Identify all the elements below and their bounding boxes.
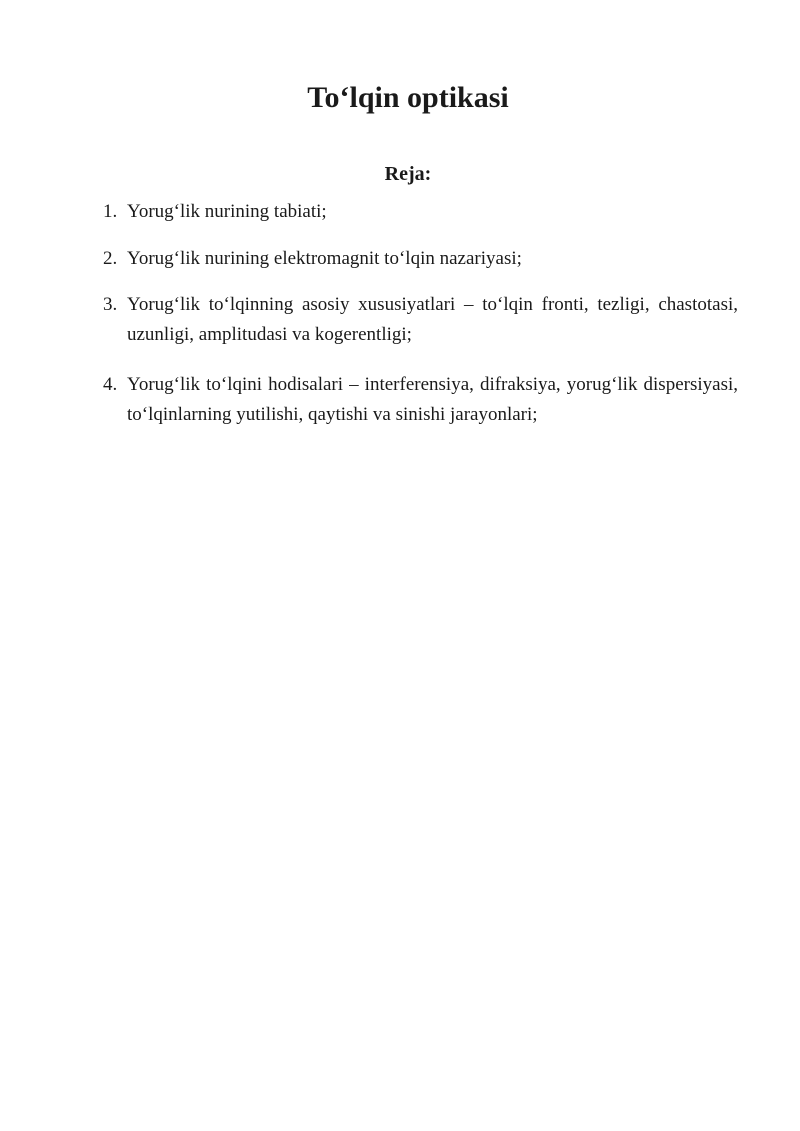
list-item	[100, 290, 738, 350]
document-title: To‘lqin optikasi	[307, 81, 509, 114]
list-item-number: 1.	[103, 201, 118, 222]
list-item-number: 2.	[103, 248, 118, 269]
plan-list	[100, 197, 738, 430]
list-item-text: Yorug‘lik to‘lqini hodisalari – interferensiya, difraksiya, yorug‘lik dispersiyasi, to‘lqinlarning yutilishi, qaytishi va sinishi jarayonlari;	[127, 374, 738, 425]
list-item-text: Yorug‘lik nurining elektromagnit to‘lqin nazariyasi;	[127, 248, 522, 269]
plan-heading: Reja:	[384, 163, 432, 185]
list-item	[100, 370, 738, 430]
list-item-number: 3.	[103, 294, 118, 315]
list-item-text: Yorug‘lik to‘lqinning asosiy xususiyatlari – to‘lqin fronti, tezligi, chastotasi, uzunligi, amplitudasi va kogerentligi;	[127, 294, 738, 345]
list-item-number: 4.	[103, 374, 118, 395]
list-item	[100, 197, 738, 227]
list-item-text: Yorug‘lik nurining tabiati;	[127, 201, 327, 222]
list-item	[100, 244, 738, 274]
